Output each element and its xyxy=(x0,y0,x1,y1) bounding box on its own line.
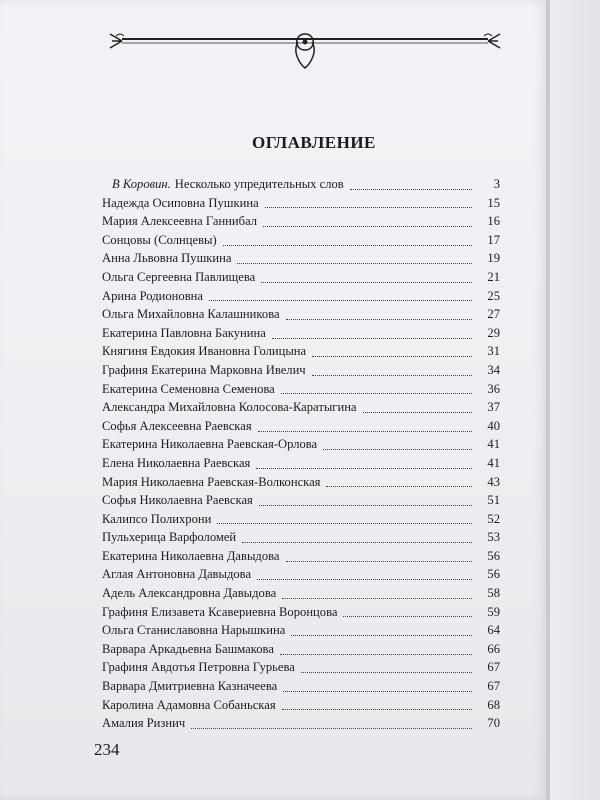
toc-dot-leader xyxy=(256,468,472,469)
toc-entry-title: Адель Александровна Давыдова xyxy=(102,586,277,601)
toc-entry-title: Екатерина Николаевна Раевская-Орлова xyxy=(102,437,318,452)
toc-entry[interactable] xyxy=(102,437,500,456)
toc-entry-page: 52 xyxy=(487,511,500,526)
toc-entry[interactable] xyxy=(102,586,500,605)
toc-entry-title: Софья Николаевна Раевская xyxy=(102,493,253,508)
toc-entry[interactable] xyxy=(102,567,500,586)
toc-entry-title: Сонцовы (Солнцевы) xyxy=(102,232,217,247)
toc-entry[interactable] xyxy=(102,716,500,735)
toc-entry-title: Графиня Авдотья Петровна Гурьева xyxy=(102,660,295,675)
toc-entry-page: 58 xyxy=(487,586,500,601)
toc-entry-page: 40 xyxy=(487,418,500,433)
toc-entry-title: Калипсо Полихрони xyxy=(102,511,212,526)
toc-entry[interactable] xyxy=(102,289,500,308)
toc-entry-title: Надежда Осиповна Пушкина xyxy=(102,195,259,210)
toc-entry-intro[interactable] xyxy=(112,177,500,196)
toc-entry[interactable] xyxy=(102,475,500,494)
toc-entry[interactable] xyxy=(102,233,500,252)
toc-dot-leader xyxy=(263,226,472,227)
toc-dot-leader xyxy=(259,505,472,506)
toc-entry[interactable] xyxy=(102,698,500,717)
toc-entry[interactable] xyxy=(102,363,500,382)
toc-entry-title: Графиня Елизавета Ксавериевна Воронцова xyxy=(102,604,338,619)
toc-entry[interactable] xyxy=(102,382,500,401)
toc-entry-title: Екатерина Николаевна Давыдова xyxy=(102,548,280,563)
toc-entry[interactable] xyxy=(102,549,500,568)
toc-dot-leader xyxy=(282,709,472,710)
toc-entry[interactable] xyxy=(102,307,500,326)
toc-heading: ОГЛАВЛЕНИЕ xyxy=(252,133,376,152)
toc-list xyxy=(102,177,500,735)
toc-entry-title: Мария Алексеевна Ганнибал xyxy=(102,214,258,229)
toc-entry[interactable] xyxy=(102,512,500,531)
toc-entry-title: Арина Родионовна xyxy=(102,288,203,303)
toc-entry-page: 3 xyxy=(493,177,500,191)
toc-entry-page: 16 xyxy=(487,214,500,229)
toc-entry-title: Варвара Дмитриевна Казначеева xyxy=(102,679,278,694)
toc-dot-leader xyxy=(257,579,472,580)
toc-entry-author: В Коровин. xyxy=(112,177,171,191)
toc-entry-page: 67 xyxy=(487,660,500,675)
toc-dot-leader xyxy=(301,672,472,673)
toc-entry[interactable] xyxy=(102,251,500,270)
toc-entry-title: Мария Николаевна Раевская-Волконская xyxy=(102,474,321,489)
toc-dot-leader xyxy=(282,598,472,599)
toc-entry-title: Екатерина Семеновна Семенова xyxy=(102,381,275,396)
toc-entry-page: 70 xyxy=(487,716,500,731)
toc-entry[interactable] xyxy=(102,623,500,642)
toc-entry[interactable] xyxy=(102,679,500,698)
toc-entry-title: Софья Алексеевна Раевская xyxy=(102,418,252,433)
toc-dot-leader xyxy=(326,486,472,487)
toc-dot-leader xyxy=(312,356,472,357)
toc-entry-title: Екатерина Павловна Бакунина xyxy=(102,325,266,340)
toc-entry-page: 27 xyxy=(487,307,500,322)
toc-entry[interactable] xyxy=(102,456,500,475)
toc-entry[interactable] xyxy=(102,530,500,549)
toc-entry[interactable] xyxy=(102,214,500,233)
toc-dot-leader xyxy=(242,542,472,543)
toc-entry-page: 68 xyxy=(487,697,500,712)
toc-dot-leader xyxy=(286,561,473,562)
toc-entry-page: 53 xyxy=(487,530,500,545)
toc-dot-leader xyxy=(265,207,472,208)
toc-entry-page: 17 xyxy=(487,232,500,247)
toc-entry-title: Варвара Аркадьевна Башмакова xyxy=(102,641,274,656)
toc-entry[interactable] xyxy=(102,493,500,512)
toc-dot-leader xyxy=(281,393,472,394)
toc-entry-page: 34 xyxy=(487,362,500,377)
toc-entry[interactable] xyxy=(102,326,500,345)
toc-dot-leader xyxy=(237,263,472,264)
toc-dot-leader xyxy=(223,245,472,246)
toc-entry-page: 41 xyxy=(487,437,500,452)
toc-entry-page: 64 xyxy=(487,623,500,638)
toc-entry-page: 56 xyxy=(487,548,500,563)
toc-entry-page: 66 xyxy=(487,641,500,656)
toc-dot-leader xyxy=(363,412,472,413)
toc-entry-page: 41 xyxy=(487,455,500,470)
toc-entry-title: Анна Львовна Пушкина xyxy=(102,251,232,266)
toc-dot-leader xyxy=(258,431,472,432)
toc-entry-title: Каролина Адамовна Собаньская xyxy=(102,697,276,712)
toc-entry-page: 19 xyxy=(487,251,500,266)
toc-entry-page: 43 xyxy=(487,474,500,489)
toc-dot-leader xyxy=(261,282,472,283)
toc-entry[interactable] xyxy=(102,344,500,363)
toc-dot-leader xyxy=(272,338,472,339)
toc-dot-leader xyxy=(283,691,472,692)
toc-entry-title: Княгиня Евдокия Ивановна Голицына xyxy=(102,344,307,359)
toc-entry-title: Александра Михайловна Колосова-Каратыгина xyxy=(102,400,357,415)
toc-dot-leader xyxy=(191,728,472,729)
toc-entry[interactable] xyxy=(102,270,500,289)
toc-entry-page: 31 xyxy=(487,344,500,359)
toc-entry-title: Елена Николаевна Раевская xyxy=(102,455,251,470)
toc-dot-leader xyxy=(350,189,472,190)
toc-entry-page: 56 xyxy=(487,567,500,582)
toc-entry-title: Ольга Станиславовна Нарышкина xyxy=(102,623,286,638)
toc-dot-leader xyxy=(217,523,472,524)
decorative-ornament xyxy=(108,24,502,74)
toc-entry[interactable] xyxy=(102,419,500,438)
toc-entry-title: Аглая Антоновна Давыдова xyxy=(102,567,252,582)
toc-entry-title: Пульхерица Варфоломей xyxy=(102,530,237,545)
toc-dot-leader xyxy=(312,375,472,376)
toc-entry-title: Ольга Михайловна Калашникова xyxy=(102,307,280,322)
toc-entry[interactable] xyxy=(102,196,500,215)
toc-entry-page: 37 xyxy=(487,400,500,415)
toc-entry-page: 15 xyxy=(487,195,500,210)
toc-dot-leader xyxy=(286,319,472,320)
toc-entry[interactable] xyxy=(102,605,500,624)
toc-dot-leader xyxy=(343,616,472,617)
toc-entry[interactable] xyxy=(102,400,500,419)
toc-entry-title: Графиня Екатерина Марковна Ивелич xyxy=(102,362,306,377)
toc-dot-leader xyxy=(291,635,472,636)
toc-dot-leader xyxy=(280,654,472,655)
toc-entry-page: 51 xyxy=(487,493,500,508)
toc-entry[interactable] xyxy=(102,660,500,679)
toc-entry-page: 59 xyxy=(487,604,500,619)
toc-entry-title: Ольга Сергеевна Павлищева xyxy=(102,269,256,284)
toc-entry-page: 36 xyxy=(487,381,500,396)
toc-dot-leader xyxy=(323,449,472,450)
toc-entry-title: Амалия Ризнич xyxy=(102,716,186,731)
toc-entry-page: 29 xyxy=(487,325,500,340)
toc-entry-page: 21 xyxy=(487,269,500,284)
toc-dot-leader xyxy=(209,300,472,301)
page-number: 234 xyxy=(94,740,120,759)
toc-entry-page: 25 xyxy=(487,288,500,303)
toc-entry-page: 67 xyxy=(487,679,500,694)
toc-entry-title: Несколько упредительных слов xyxy=(174,177,344,191)
next-page-edge xyxy=(550,0,600,800)
toc-entry[interactable] xyxy=(102,642,500,661)
